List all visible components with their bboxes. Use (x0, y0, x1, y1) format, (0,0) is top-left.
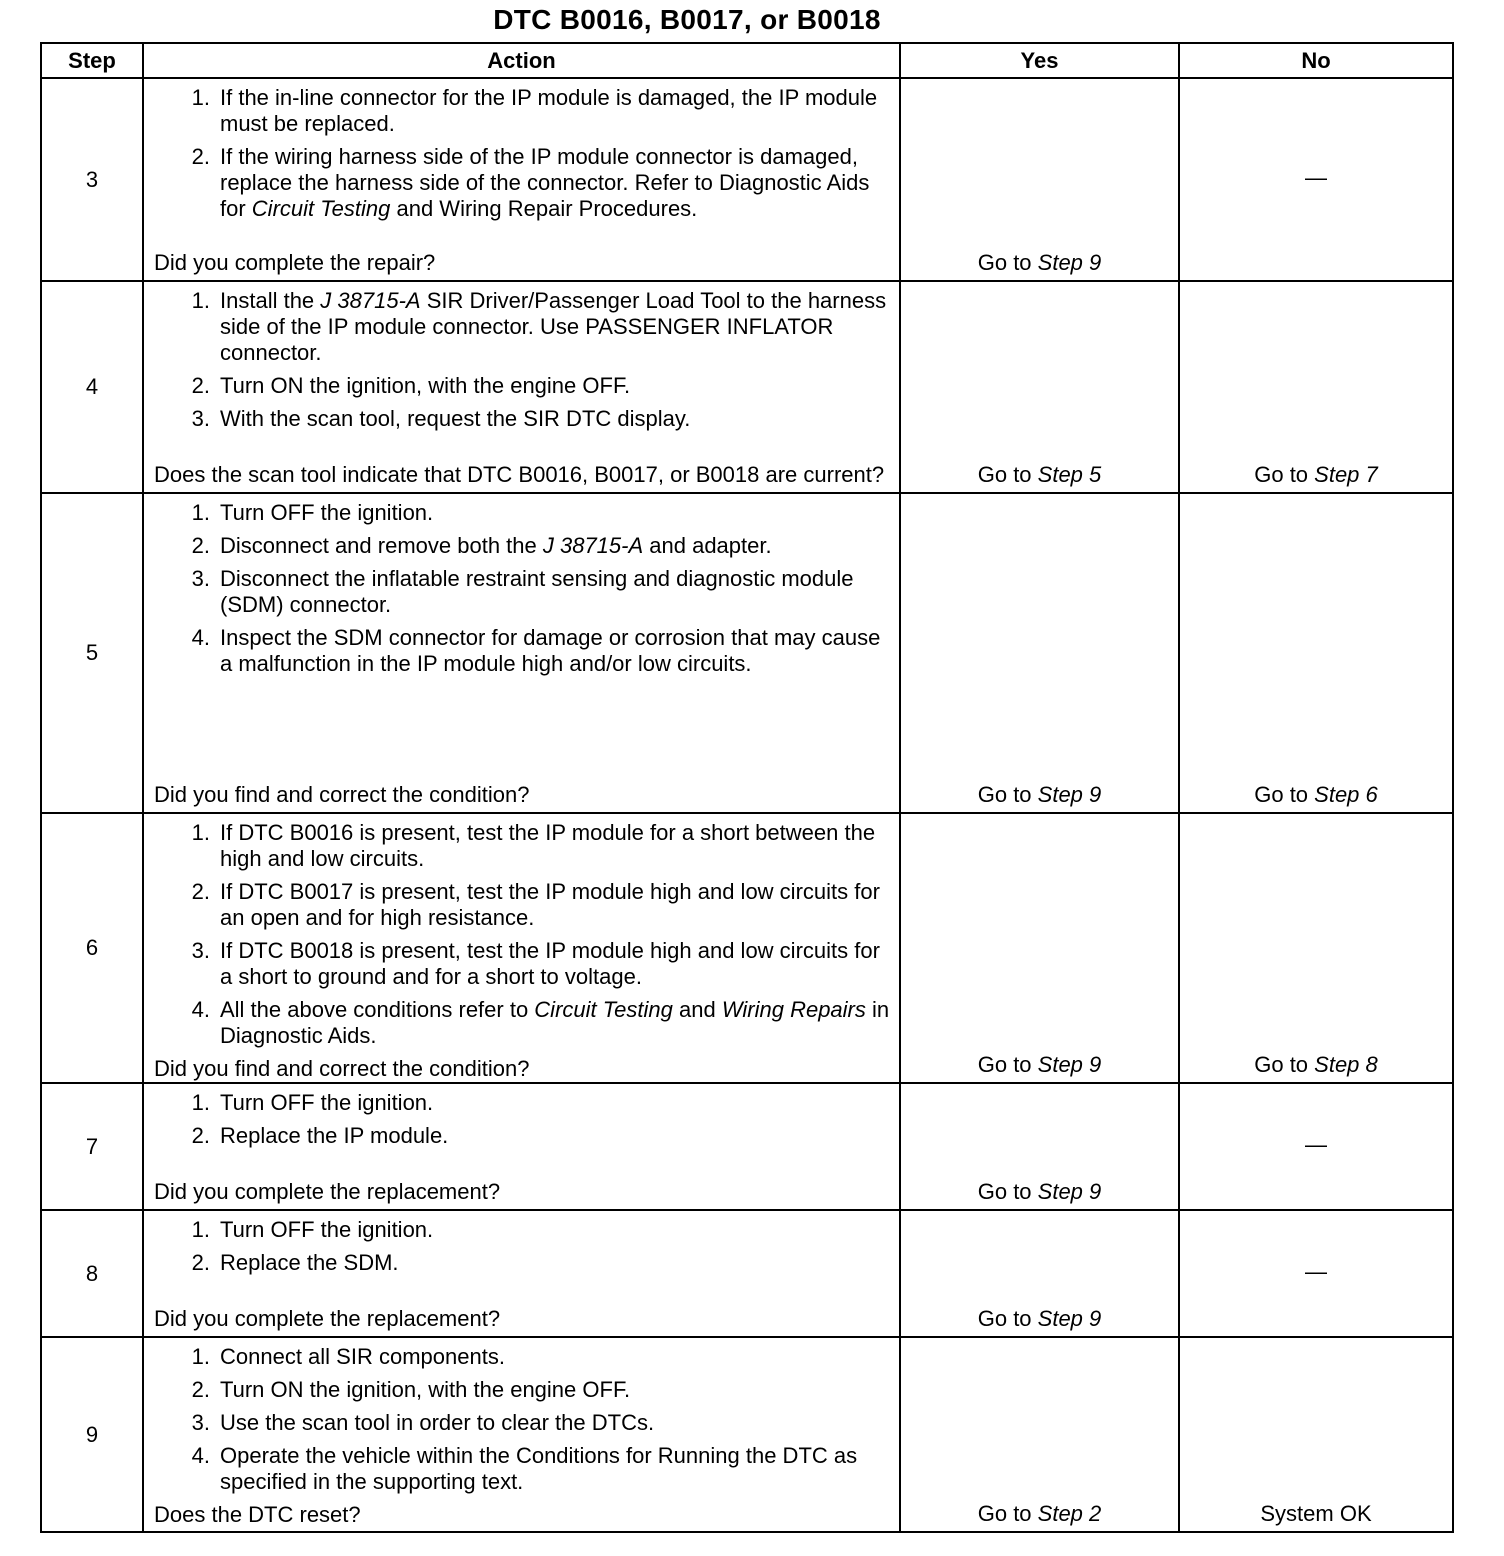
action-step-text: If DTC B0017 is present, test the IP module high and low circuits for an open and for high resistance. (220, 879, 880, 930)
action-step-number: 4. (191, 1443, 210, 1468)
table-row (41, 78, 1453, 281)
action-step-text: With the scan tool, request the SIR DTC display. (220, 406, 691, 431)
yes-result (900, 281, 1179, 493)
no-goto-step: Step 8 (1314, 1052, 1378, 1077)
action-step-number: 1. (191, 500, 210, 525)
yes-goto-prefix: Go to (977, 1179, 1038, 1204)
yes-result (900, 813, 1179, 1083)
action-cell (143, 813, 900, 1083)
yes-goto-prefix: Go to (977, 250, 1038, 275)
action-question: Did you find and correct the condition? (154, 782, 530, 807)
no-result (1179, 78, 1453, 281)
step-number: 6 (41, 813, 143, 1083)
action-step-number: 4. (191, 625, 210, 650)
action-step-text: Turn OFF the ignition. (220, 500, 434, 525)
no-result-text: System OK (1260, 1501, 1372, 1526)
action-steps-list (154, 820, 891, 1056)
action-question: Did you complete the replacement? (154, 1306, 501, 1331)
header-row (41, 43, 1453, 78)
action-step-item (154, 1250, 891, 1276)
no-goto-prefix: Go to (1254, 782, 1315, 807)
action-step-item (154, 566, 891, 618)
action-step-number: 3. (191, 566, 210, 591)
action-step-text: Use the scan tool in order to clear the DTCs. (220, 1410, 655, 1435)
action-step-item (154, 373, 891, 399)
no-result (1179, 813, 1453, 1083)
action-step-item (154, 879, 891, 931)
table-row (41, 1210, 1453, 1337)
action-step-item (154, 1217, 891, 1243)
action-steps-list (154, 1344, 891, 1502)
yes-goto-prefix: Go to (977, 1052, 1038, 1077)
step-number: 3 (41, 78, 143, 281)
action-step-item (154, 1410, 891, 1436)
yes-result (900, 493, 1179, 813)
table-row (41, 493, 1453, 813)
yes-goto-prefix: Go to (977, 1306, 1038, 1331)
header-yes: Yes (900, 43, 1179, 78)
no-result-text: — (1305, 165, 1327, 190)
header-action: Action (143, 43, 900, 78)
action-step-number: 4. (191, 997, 210, 1022)
action-step-text: Connect all SIR components. (220, 1344, 505, 1369)
action-step-text: Replace the IP module. (220, 1123, 449, 1148)
yes-goto-step: Step 2 (1037, 1501, 1102, 1526)
action-step-item (154, 997, 891, 1049)
action-step-item (154, 820, 891, 872)
yes-result (900, 1210, 1179, 1337)
action-steps-list (154, 1090, 891, 1156)
yes-result (900, 1083, 1179, 1210)
step-number: 9 (41, 1337, 143, 1532)
action-step-number: 2. (191, 533, 210, 558)
no-goto-step: Step 7 (1314, 462, 1378, 487)
action-step-text: If DTC B0018 is present, test the IP module high and low circuits for a short to ground and for a short to voltage. (220, 938, 880, 989)
action-step-number: 2. (191, 879, 210, 904)
action-step-number: 1. (191, 820, 210, 845)
action-step-number: 2. (191, 1250, 210, 1275)
action-step-number: 2. (191, 1123, 210, 1148)
yes-goto-prefix: Go to (977, 1501, 1038, 1526)
no-result-text: — (1305, 1132, 1327, 1157)
action-step-text: Disconnect and remove both the J 38715-A and adapter. (220, 533, 772, 558)
yes-goto-step: Step 9 (1037, 250, 1102, 275)
yes-goto-step: Step 9 (1037, 1179, 1102, 1204)
no-goto-prefix: Go to (1254, 1052, 1315, 1077)
step-number: 5 (41, 493, 143, 813)
action-step-number: 1. (191, 1217, 210, 1242)
action-question: Does the scan tool indicate that DTC B0016, B0017, or B0018 are current? (154, 462, 885, 487)
header-no: No (1179, 43, 1453, 78)
action-step-item (154, 1443, 891, 1495)
yes-goto-step: Step 9 (1037, 1052, 1102, 1077)
no-goto-prefix: Go to (1254, 462, 1315, 487)
action-steps-list (154, 85, 891, 229)
diagnostic-table (40, 42, 1454, 1533)
action-cell (143, 493, 900, 813)
action-step-item (154, 938, 891, 990)
no-result (1179, 1083, 1453, 1210)
action-step-text: If the wiring harness side of the IP module connector is damaged, replace the harness side of the connector. Refer to Diagnostic Aids for Circuit Testing and Wiring Repair Procedures. (220, 144, 870, 221)
yes-goto-step: Step 5 (1037, 462, 1102, 487)
action-step-text: Inspect the SDM connector for damage or corrosion that may cause a malfunction in the IP module high and/or low circuits. (220, 625, 881, 676)
table-row (41, 281, 1453, 493)
step-number: 4 (41, 281, 143, 493)
step-number: 8 (41, 1210, 143, 1337)
action-cell (143, 1083, 900, 1210)
action-step-number: 1. (191, 1090, 210, 1115)
action-step-number: 3. (191, 938, 210, 963)
table-row (41, 1337, 1453, 1532)
action-cell (143, 78, 900, 281)
action-step-text: All the above conditions refer to Circuit Testing and Wiring Repairs in Diagnostic Aids. (220, 997, 890, 1048)
no-goto-step: Step 6 (1314, 782, 1378, 807)
action-cell (143, 1337, 900, 1532)
yes-result (900, 78, 1179, 281)
action-step-text: If DTC B0016 is present, test the IP module for a short between the high and low circuits. (220, 820, 876, 871)
yes-result (900, 1337, 1179, 1532)
action-step-item (154, 144, 891, 222)
action-step-text: If the in-line connector for the IP module is damaged, the IP module must be replaced. (220, 85, 878, 136)
action-step-number: 3. (191, 406, 210, 431)
no-result-text: — (1305, 1259, 1327, 1284)
action-step-number: 2. (191, 373, 210, 398)
action-step-item (154, 85, 891, 137)
table-row (41, 1083, 1453, 1210)
action-step-number: 2. (191, 1377, 210, 1402)
action-steps-list (154, 288, 891, 439)
action-cell (143, 281, 900, 493)
yes-goto-step: Step 9 (1037, 782, 1102, 807)
table-row (41, 813, 1453, 1083)
action-step-text: Turn OFF the ignition. (220, 1217, 434, 1242)
action-step-item (154, 406, 891, 432)
action-step-text: Replace the SDM. (220, 1250, 399, 1275)
no-result (1179, 1337, 1453, 1532)
action-step-number: 3. (191, 1410, 210, 1435)
action-step-item (154, 533, 891, 559)
action-question: Did you complete the repair? (154, 250, 436, 275)
action-step-text: Turn ON the ignition, with the engine OFF. (220, 373, 631, 398)
action-step-text: Turn OFF the ignition. (220, 1090, 434, 1115)
page-title: DTC B0016, B0017, or B0018 (493, 4, 881, 35)
action-step-item (154, 1123, 891, 1149)
yes-goto-prefix: Go to (977, 782, 1038, 807)
header-step: Step (41, 43, 143, 78)
action-question: Did you find and correct the condition? (154, 1056, 530, 1081)
action-step-text: Install the J 38715-A SIR Driver/Passenger Load Tool to the harness side of the IP module connector. Use PASSENGER INFLATOR connector. (220, 288, 887, 365)
action-step-item (154, 1377, 891, 1403)
action-step-text: Disconnect the inflatable restraint sensing and diagnostic module (SDM) connector. (220, 566, 854, 617)
action-steps-list (154, 500, 891, 684)
action-step-item (154, 625, 891, 677)
action-step-text: Operate the vehicle within the Conditions for Running the DTC as specified in the supporting text. (220, 1443, 858, 1494)
no-result (1179, 493, 1453, 813)
yes-goto-prefix: Go to (977, 462, 1038, 487)
action-step-item (154, 288, 891, 366)
action-question: Does the DTC reset? (154, 1502, 361, 1527)
step-number: 7 (41, 1083, 143, 1210)
action-step-text: Turn ON the ignition, with the engine OFF. (220, 1377, 631, 1402)
action-step-number: 2. (191, 144, 210, 169)
action-step-number: 1. (191, 288, 210, 313)
action-step-number: 1. (191, 85, 210, 110)
yes-goto-step: Step 9 (1037, 1306, 1102, 1331)
action-step-item (154, 1344, 891, 1370)
action-steps-list (154, 1217, 891, 1283)
action-step-item (154, 500, 891, 526)
no-result (1179, 281, 1453, 493)
action-step-number: 1. (191, 1344, 210, 1369)
action-question: Did you complete the replacement? (154, 1179, 501, 1204)
action-step-item (154, 1090, 891, 1116)
no-result (1179, 1210, 1453, 1337)
action-cell (143, 1210, 900, 1337)
